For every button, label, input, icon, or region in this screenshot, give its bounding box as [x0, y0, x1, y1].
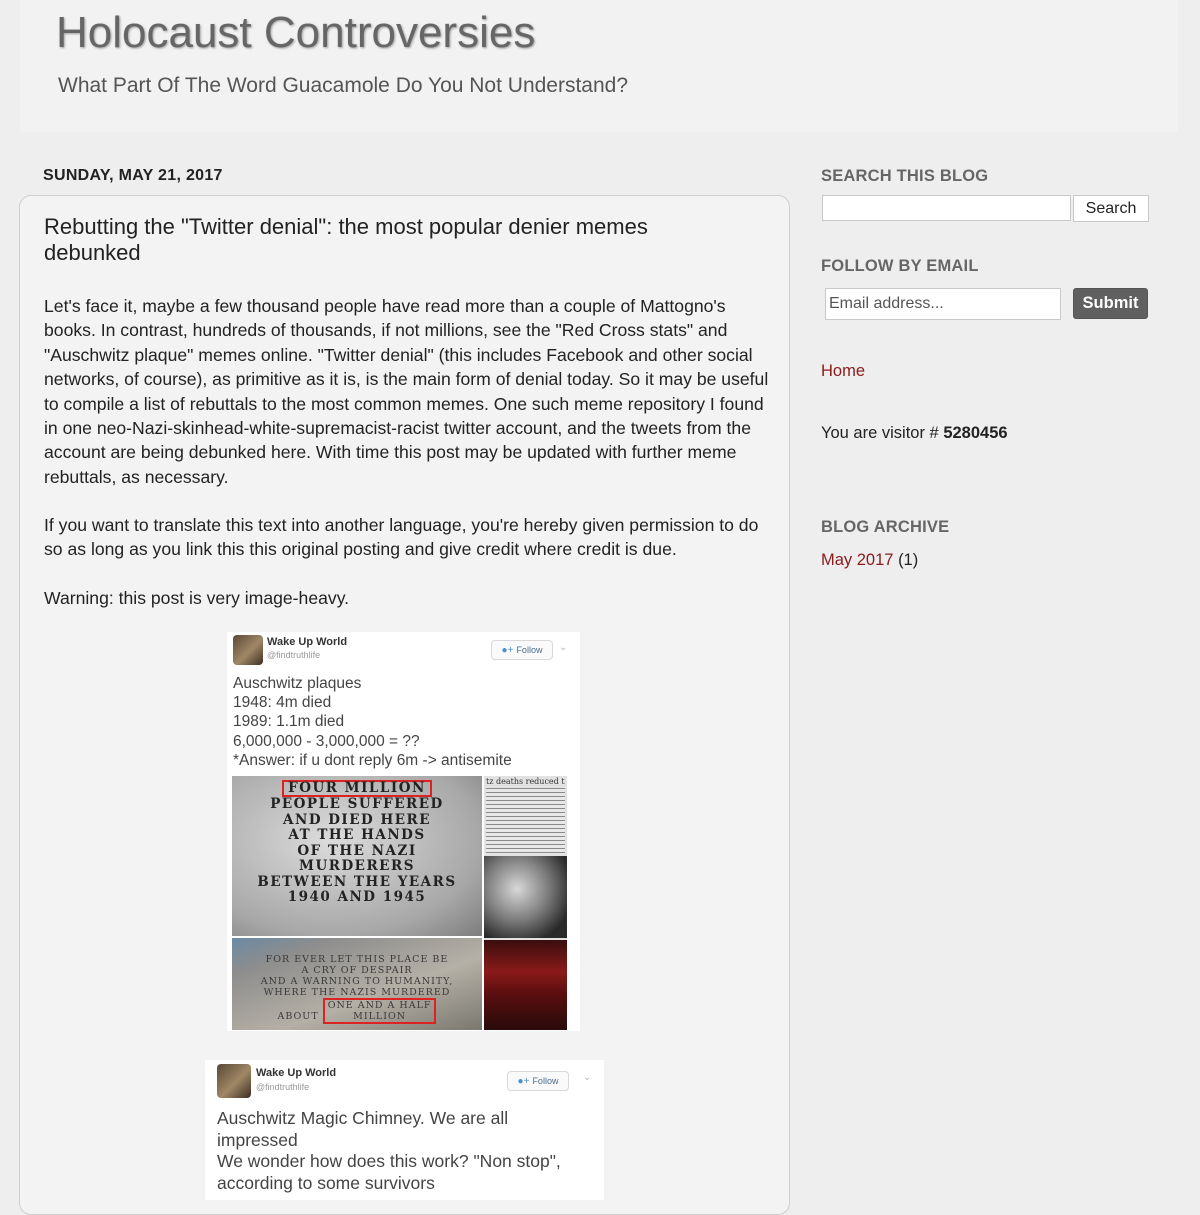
tweet-line: We wonder how does this work? "Non stop", [217, 1151, 561, 1171]
person-add-icon: ●+ [501, 644, 514, 656]
newspaper-clipping [484, 940, 567, 1030]
plaque-line: BETWEEN THE YEARS [257, 873, 457, 890]
post-paragraph: Let's face it, maybe a few thousand people have read more than a couple of Mattogno's books. In contrast, hundreds of thousands, if not millions, see the "Red Cross stats" and "Auschwitz plaque" memes online. "Twitter denial" (this includes Facebook and other social networks, of course), as primitive as it is, is the main form of denial today. So it may be useful to compile a list of rebuttals to the most common memes. One such meme repository I found in one neo-Nazi-skinhead-white-supremacist-racist twitter account, and the tweets from the account are being debunked here. With time this post may be updated with further meme rebuttals, as necessary. [44, 296, 769, 487]
avatar [233, 635, 263, 665]
blog-archive-heading: BLOG ARCHIVE [821, 518, 950, 536]
tweet-line: Auschwitz Magic Chimney. We are all [217, 1108, 509, 1128]
submit-button[interactable]: Submit [1073, 288, 1148, 319]
plaque-highlight-text: MILLION [353, 1011, 407, 1022]
newspaper-columns [486, 788, 565, 854]
plaque-line: AT THE HANDS [288, 827, 426, 843]
follow-button [491, 640, 553, 660]
plaque-highlight [323, 998, 437, 1024]
plaque-photo [232, 938, 482, 1030]
follow-button [507, 1071, 569, 1091]
post-date: SUNDAY, MAY 21, 2017 [43, 167, 223, 184]
follow-label: Follow [532, 1076, 559, 1086]
chevron-down-icon: ⌄ [559, 642, 568, 653]
follow-email-heading: FOLLOW BY EMAIL [821, 257, 979, 275]
newspaper-headline: tz deaths reduced t [486, 777, 565, 786]
archive-month-link[interactable]: May 2017 [821, 551, 894, 569]
tweet-line: according to some survivors [217, 1172, 435, 1193]
plaque-line: ABOUT [277, 1011, 319, 1022]
person-add-icon: ●+ [517, 1075, 530, 1087]
plaque-line: AND A WARNING TO HUMANITY, [260, 976, 454, 987]
search-input[interactable] [822, 195, 1071, 221]
post-title[interactable]: Rebutting the "Twitter denial": the most popular denier memes debunked [44, 214, 648, 265]
archive-item [821, 551, 918, 570]
plaque-line: PEOPLE SUFFERED [270, 796, 444, 812]
tweet-line: 6,000,000 - 3,000,000 = ?? [233, 732, 420, 750]
plaque-line: AND DIED HERE [283, 811, 431, 828]
blog-title[interactable]: Holocaust Controversies [56, 8, 536, 57]
visitor-counter [821, 424, 1008, 443]
post-paragraph: Warning: this post is very image-heavy. [44, 588, 350, 608]
tweet-image[interactable] [205, 1060, 604, 1200]
tweet-line: Auschwitz plaques [233, 675, 362, 692]
email-field[interactable] [825, 288, 1061, 320]
plaque-line: WHERE THE NAZIS MURDERED [263, 987, 451, 998]
visitor-label: You are visitor # [821, 424, 939, 442]
follow-label: Follow [516, 645, 543, 655]
search-heading: SEARCH THIS BLOG [821, 167, 989, 185]
tweet-author-name: Wake Up World [267, 636, 348, 648]
post-paragraph: If you want to translate this text into another language, you're hereby given permission to do so as long as you link this this original posting and give credit where credit is due. [44, 515, 759, 560]
newspaper-photo [484, 856, 567, 938]
tweet-author-handle: @findtruthlife [256, 1082, 310, 1092]
tweet-line: 1989: 1.1m died [233, 713, 345, 731]
plaque-highlight-text: ONE AND A HALF [327, 1000, 432, 1011]
blog-description: What Part Of The Word Guacamole Do You Not Understand? [58, 74, 629, 97]
plaque-line: FOR EVER LET THIS PLACE BE [265, 954, 449, 965]
plaque-line: OF THE NAZI [297, 842, 417, 859]
blog-header [20, 0, 1178, 132]
tweet-author-handle: @findtruthlife [267, 650, 321, 660]
plaque-photo [232, 776, 482, 936]
search-button[interactable]: Search [1073, 195, 1149, 222]
tweet-text [233, 674, 512, 770]
tweet-image[interactable] [227, 632, 580, 1031]
plaque-line: A CRY OF DESPAIR [301, 965, 413, 976]
newspaper-collage [484, 776, 567, 1030]
plaque-line: MURDERERS [299, 858, 415, 874]
plaque-highlight: FOUR MILLION [282, 780, 432, 797]
tweet-line: *Answer: if u dont reply 6m -> antisemite [233, 751, 512, 769]
home-link[interactable]: Home [821, 362, 866, 380]
tweet-line: 1948: 4m died [233, 694, 332, 712]
avatar [217, 1064, 251, 1098]
tweet-line: impressed [217, 1129, 298, 1150]
archive-count: (1) [898, 551, 919, 569]
plaque-line: 1940 AND 1945 [287, 889, 427, 905]
visitor-count: 5280456 [943, 424, 1008, 442]
tweet-author-name: Wake Up World [256, 1067, 337, 1079]
tweet-text [217, 1108, 561, 1194]
chevron-down-icon: ⌄ [583, 1072, 592, 1083]
